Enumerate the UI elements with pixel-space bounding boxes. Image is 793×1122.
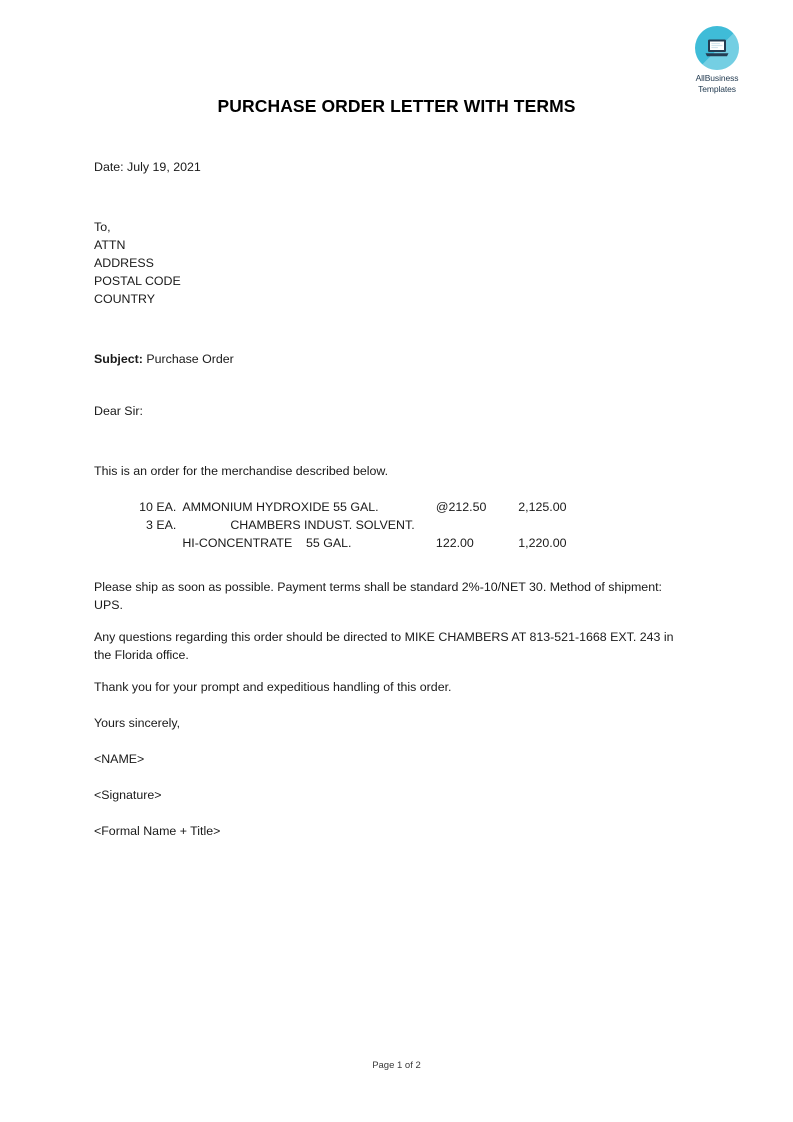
item-description: AMMONIUM HYDROXIDE 55 GAL. [182,500,379,514]
salutation: Dear Sir: [94,404,143,418]
logo-wordmark-line1: AllBusiness [695,73,739,83]
spacer [94,308,694,350]
recipient-to: To, [94,220,111,234]
spacer [94,480,694,498]
formal-name-title-placeholder: <Formal Name + Title> [94,824,221,838]
spacer [94,552,694,578]
letter-body [94,158,694,840]
allbusiness-templates-logo [672,26,762,94]
subject-line [94,350,694,368]
spacer [94,368,694,402]
item-amount: 2,125.00 [518,500,567,514]
intro-paragraph: This is an order for the merchandise described below. [94,464,389,478]
valediction: Yours sincerely, [94,716,181,730]
spacer [94,804,694,822]
subject-label: Subject: [94,352,143,366]
item-amount [518,516,614,534]
item-qty: 10 EA. [139,500,177,514]
spacer [94,614,694,628]
item-price: 122.00 [435,536,474,550]
table-row [94,534,614,552]
logo-wordmark-line2: Templates [698,83,736,94]
recipient-attn: ATTN [94,238,126,252]
date-line: Date: July 19, 2021 [94,160,201,174]
order-items-table [94,498,614,552]
logo-wordmark [672,73,762,94]
table-row [94,516,614,534]
spacer [94,696,694,714]
item-description: HI-CONCENTRATE 55 GAL. [182,536,352,550]
spacer [94,732,694,750]
item-qty [94,534,182,552]
page-footer: Page 1 of 2 [372,1060,421,1071]
recipient-country: COUNTRY [94,292,156,306]
logo-mark [695,26,739,70]
item-price: @212.50 [435,500,487,514]
spacer [94,768,694,786]
shipping-paragraph: Please ship as soon as possible. Payment terms shall be standard 2%-10/NET 30. Method of shipment: UPS. [94,580,662,612]
table-row [94,498,614,516]
spacer [94,176,694,218]
laptop-icon [695,26,739,70]
page-title: PURCHASE ORDER LETTER WITH TERMS [217,96,576,116]
signature-placeholder: <Signature> [94,788,162,802]
recipient-postal-code: POSTAL CODE [94,274,181,288]
spacer [94,664,694,678]
subject-value: Purchase Order [146,352,234,366]
item-price [436,516,518,534]
item-amount: 1,220.00 [518,536,567,550]
signer-name-placeholder: <NAME> [94,752,145,766]
item-description: CHAMBERS INDUST. SOLVENT. [230,518,415,532]
contact-paragraph: Any questions regarding this order should be directed to MIKE CHAMBERS AT 813-521-1668 EXT. 243 in the Florida office. [94,630,674,662]
thanks-paragraph: Thank you for your prompt and expeditious handling of this order. [94,680,452,694]
item-qty: 3 EA. [146,518,177,532]
order-items-body [94,498,614,552]
recipient-address: ADDRESS [94,256,154,270]
spacer [94,420,694,462]
